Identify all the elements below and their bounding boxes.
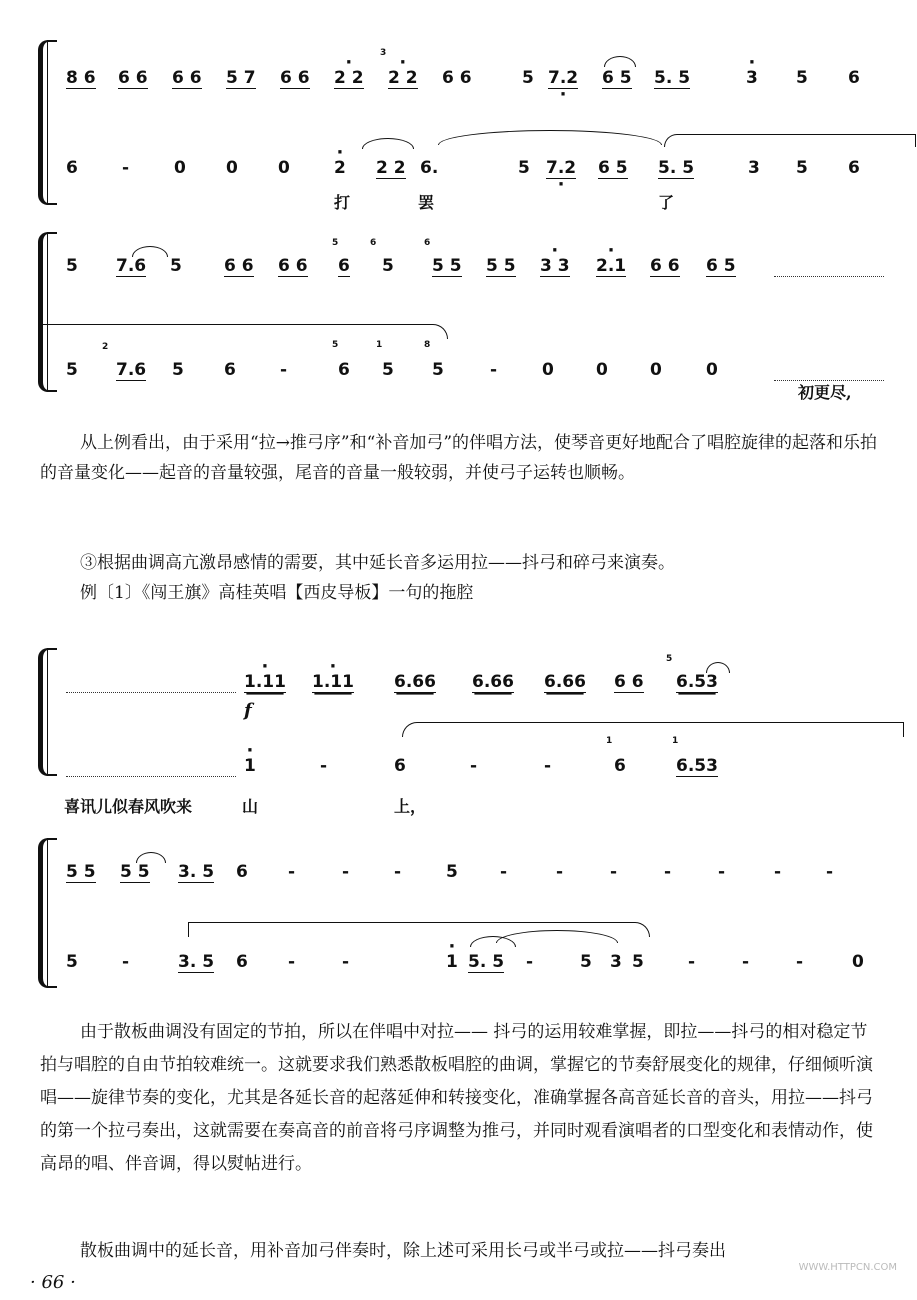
lyric: 山 bbox=[242, 797, 259, 816]
score-system-3 bbox=[38, 648, 898, 816]
accompaniment-staff: 5 - 3. 5 6 - - · 1 5. 5 - 5 3 5 - - - 0 bbox=[66, 942, 906, 982]
page-number: · 66 · bbox=[30, 1272, 76, 1293]
paragraph: 散板曲调中的延长音，用补音加弓伴奏时，除上述可采用长弓或半弓或拉——抖弓奏出 bbox=[80, 1241, 726, 1261]
paragraph: 从上例看出，由于采用“拉→推弓序”和“补音加弓”的伴唱方法，使琴音更好地配合了唱腔旋律的起落和乐拍的音量变化——起音的音量较强，尾音的音量一般较弱，并使弓子运转也顺畅。 bbox=[40, 433, 878, 483]
lyric: 上， bbox=[394, 797, 427, 816]
paragraph: 由于散板曲调没有固定的节拍，所以在伴唱中对拉—— 抖弓的运用较难掌握，即拉——抖弓的相对稳定节拍与唱腔的自由节拍较难统一。这就要求我们熟悉散板唱腔的曲调，掌握它的节奏舒展变化的规律，仔细倾听演唱——旋律节奏的变化，尤其是各延长音的起落延伸和转接变化，准确掌握各高音延长音的音头，用拉——抖弓的第一个拉弓奏出，这就需要在奏高音的前音将弓序调整为推弓，并同时观看演唱者的口型变化和表情动作，使高昂的唱、伴音调，得以熨帖进行。 bbox=[40, 1022, 873, 1174]
lyric: 喜讯儿似春风吹来 bbox=[64, 797, 193, 816]
vocal-staff: · 1.11 · 1.11 6.66 6.66 6.66 6 6 5 6.53 bbox=[66, 662, 906, 702]
lyric: 打 bbox=[334, 193, 351, 212]
vocal-staff: 5 7.6 5 6 6 6 6 5 6 6 5 6 5 5 5 5 · 3 3 · 2.1 6 6 6 5 bbox=[66, 246, 906, 286]
score-system-2 bbox=[38, 232, 898, 402]
lyric: 罢 bbox=[418, 193, 435, 212]
score-system-1 bbox=[38, 40, 898, 212]
accompaniment-staff: 2 5 7.6 5 6 - 5 6 1 5 8 5 - 0 0 0 0 bbox=[66, 350, 906, 390]
dynamic-mark: f bbox=[244, 700, 252, 721]
score-system-4 bbox=[38, 838, 898, 988]
example-title: 例〔1〕《闯王旗》高桂英唱【西皮导板】一句的拖腔 bbox=[80, 583, 474, 603]
lyric: 了 bbox=[658, 193, 675, 212]
vocal-staff: 8 6 6 6 6 6 5 7 6 6 · 2 2 3 · 2 2 6 6 5 7.2 · 6 5 5. 5 · 3 5 6 bbox=[66, 58, 886, 98]
vocal-staff: 5 5 5 5 3. 5 6 - - - 5 - - - - - - - bbox=[66, 852, 906, 892]
watermark: WWW.HTTPCN.COM bbox=[798, 1262, 897, 1273]
paragraph: ③根据曲调高亢激昂感情的需要，其中延长音多运用拉——抖弓和碎弓来演奏。 bbox=[80, 553, 675, 573]
lyric: 初更尽, bbox=[798, 383, 852, 402]
accompaniment-staff: · 1 - 6 - - 1 6 1 6.53 bbox=[66, 746, 906, 786]
accompaniment-staff: 6 - 0 0 0 · 2 2 2 6. 5 7.2 · 6 5 5. 5 3 5 6 bbox=[66, 148, 906, 188]
